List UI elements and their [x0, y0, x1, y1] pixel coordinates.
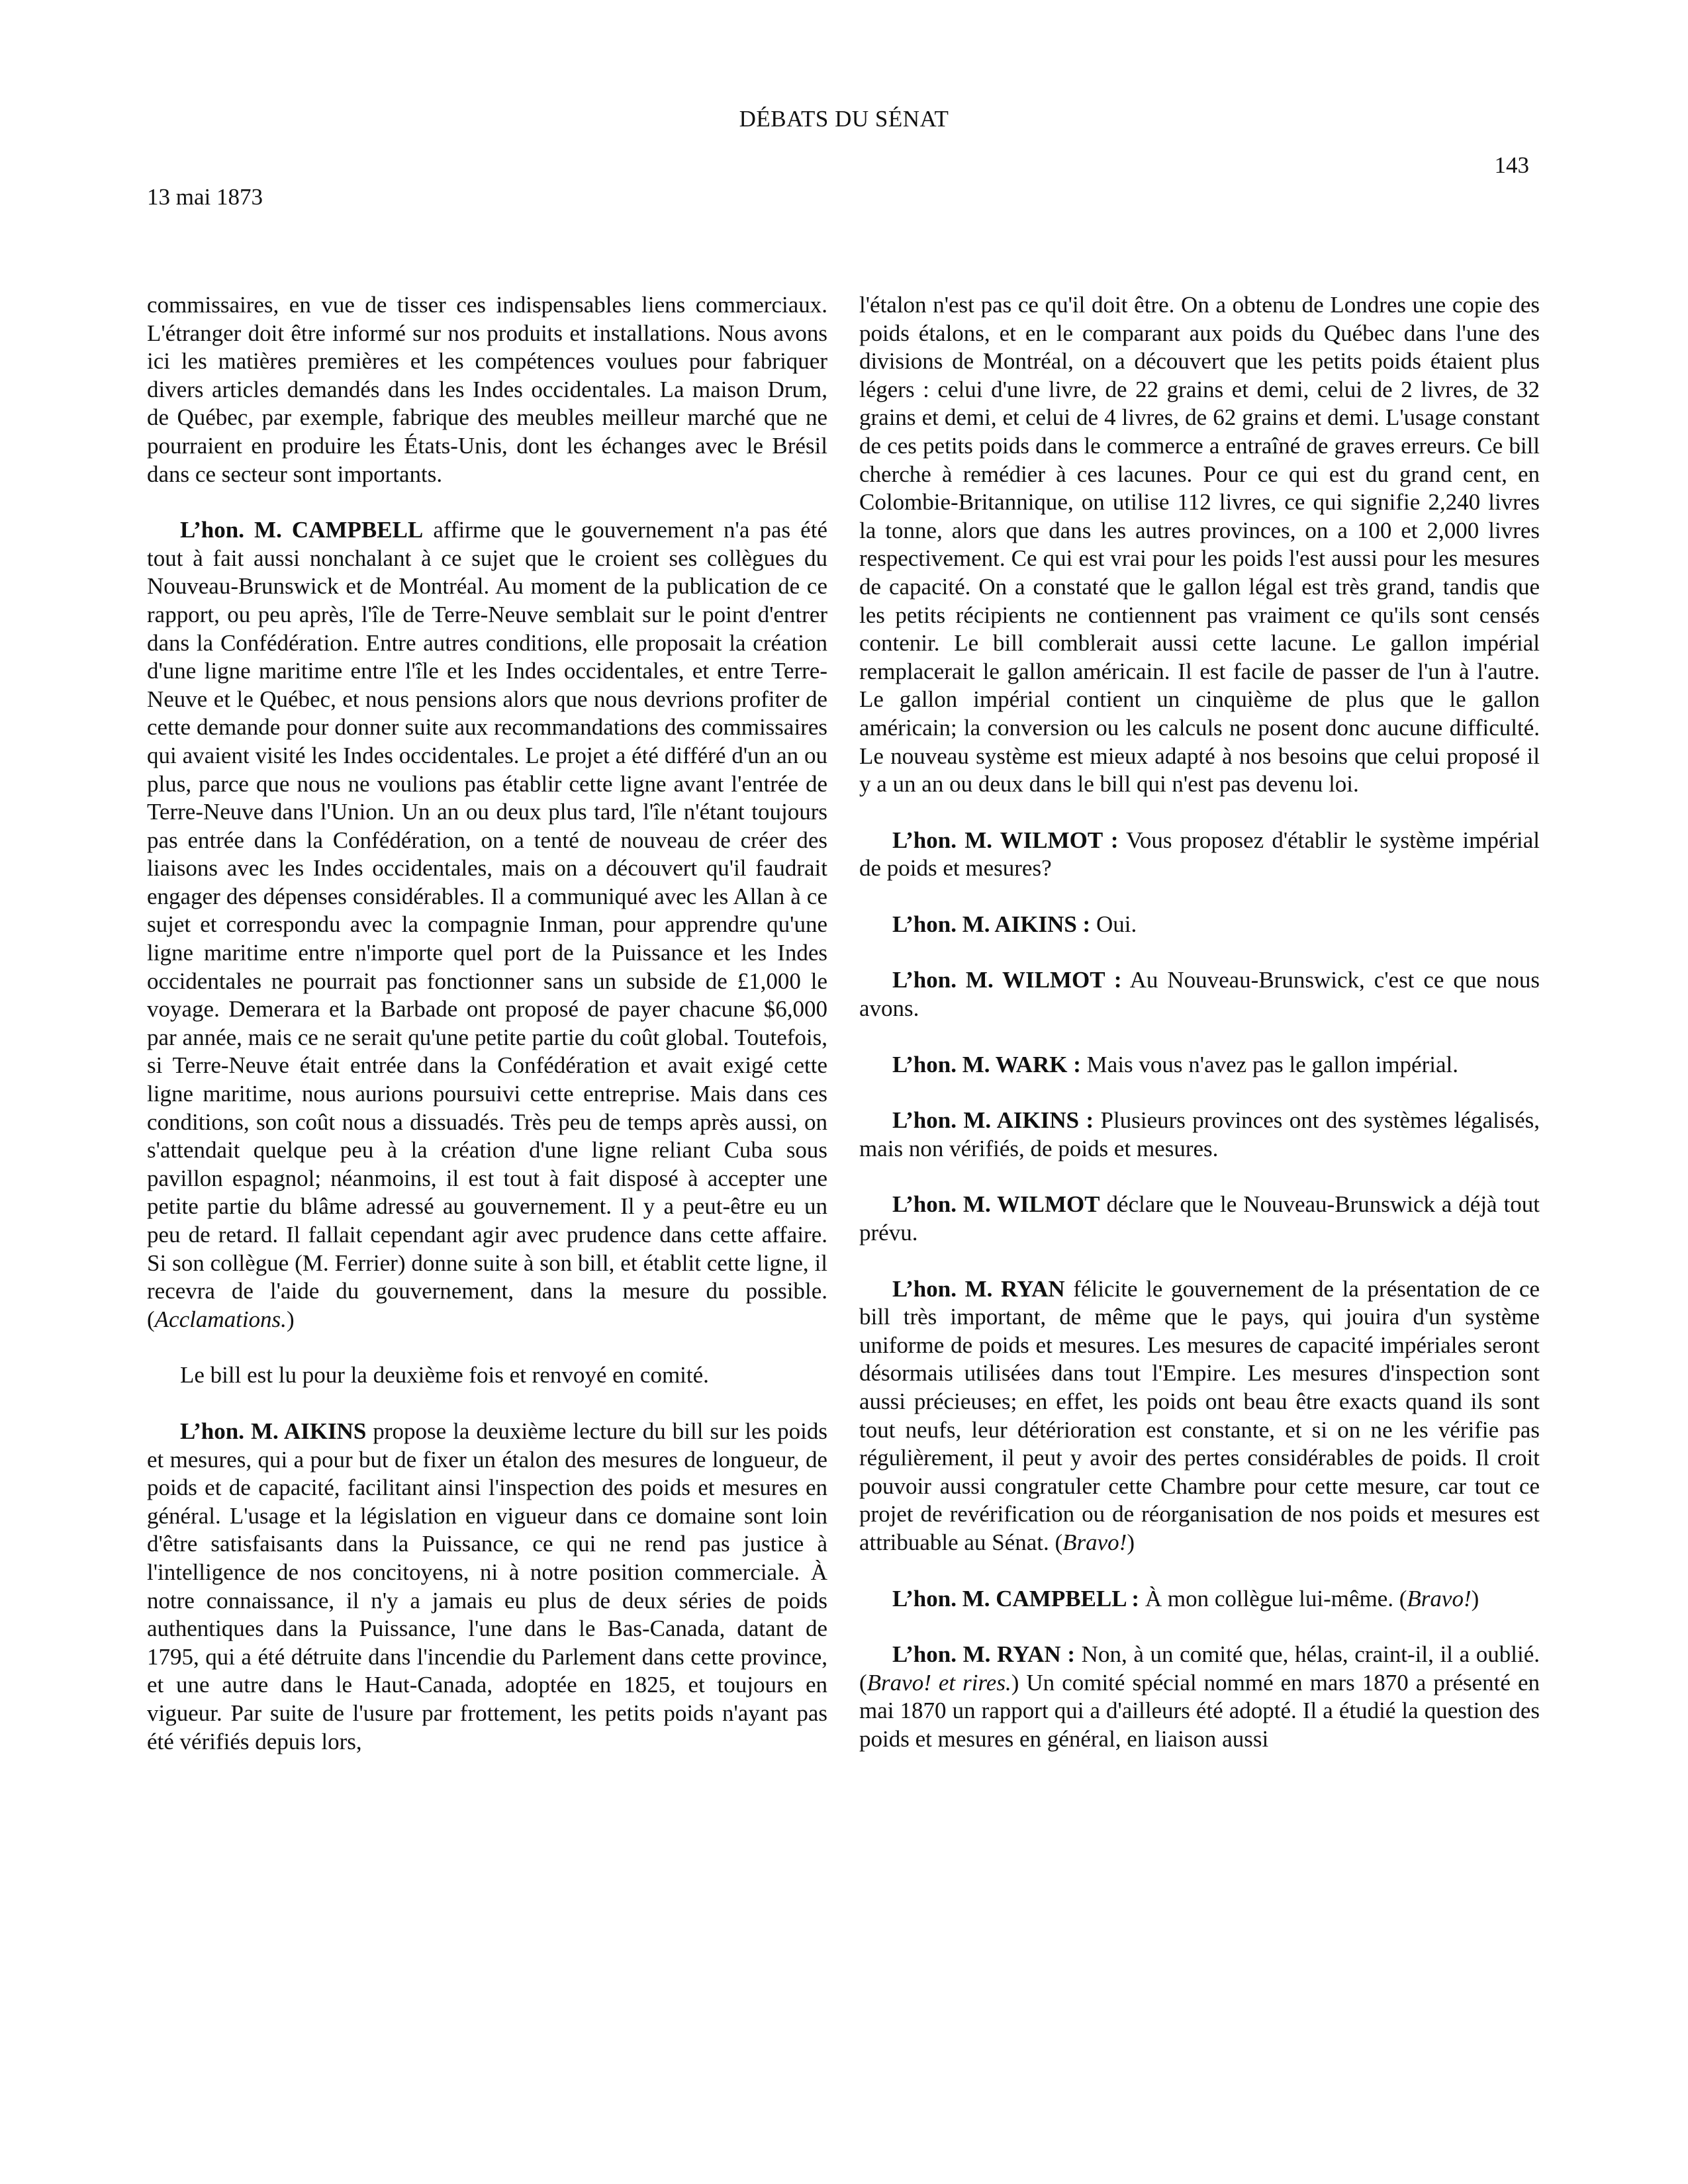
left-column: [147, 291, 827, 1756]
speech-text: affirme que le gouvernement n'a pas été tout à fait aussi nonchalant à ce sujet que le croient ses collègues du Nouveau-Brunswick et de Montréal. Au moment de la publication de ce rapport, ou peu après, l'île de Terre-Neuve semblait sur le point d'entrer dans la Confédération. Entre autres conditions, elle proposait la création d'une ligne maritime entre l'île et les Indes occidentales, et entre Terre-Neuve et le Québec, et nous pensions alors que nous devrions profiter de cette demande pour donner suite aux recommandations des commissaires qui avaient visité les Indes occidentales. Le projet a été différé d'un an ou plus, parce que nous ne voulions pas établir cette ligne avant l'entrée de Terre-Neuve dans l'Union. Un an ou deux plus tard, l'île n'étant toujours pas entrée dans la Confédération, on a tenté de nouveau de créer des liaisons avec les Indes occidentales, mais on a découvert qu'il faudrait engager des dépenses considérables. Il a communiqué avec les Allan à ce sujet et correspondu avec la compagnie Inman, pour apprendre qu'une ligne maritime entre n'importe quel port de la Puissance et les Indes occidentales ne pourrait pas fonctionner sans un subside de £1,000 le voyage. Demerara et la Barbade ont proposé de payer chacune $6,000 par année, mais ce ne serait qu'une petite partie du coût global. Toutefois, si Terre-Neuve était entrée dans la Confédération et avait exigé cette ligne maritime, nous aurions poursuivi cette entreprise. Mais dans ces conditions, son coût nous a dissuadés. Très peu de temps après aussi, on s'attendait quelque peu à la création d'une ligne reliant Cuba sous pavillon espagnol; néanmoins, il est tout à fait disposé à accepter une petite partie du blâme adressé au gouvernement. Il y a peut-être eu un peu de retard. Il fallait cependant agir avec prudence dans cette affaire. Si son collègue (M. Ferrier) donne suite à son bill, et établit cette ligne, il recevra de l'aide du gouvernement, dans la mesure du possible. (: [147, 517, 827, 1332]
speech-text: propose la deuxième lecture du bill sur les poids et mesures, qui a pour but de fixer un étalon des mesures de longueur, de poids et de capacité, facilitant ainsi l'inspection des poids et mesures en général. L'usage et la législation en vigueur dans ce domaine sont loin d'être satisfaisants dans la Puissance, ce qui ne rend pas justice à l'intelligence de nos concitoyens, ni à notre position commerciale. À notre connaissance, il n'y a jamais eu plus de deux séries de poids authentiques dans la Puissance, l'une dans le Bas-Canada, datant de 1795, qui a été détruite dans l'incendie du Parlement dans cette province, et une autre dans le Haut-Canada, adoptée en 1825, et toujours en vigueur. Par suite de l'usure par frottement, les petits poids n'ayant pas été vérifiés depuis lors,: [147, 1418, 827, 1754]
paragraph: [859, 966, 1540, 1023]
paragraph: [859, 1585, 1540, 1614]
speech-text: Non, à un comité que, hélas, craint-il, il a oublié. (: [859, 1641, 1540, 1696]
page-date: 13 mai 1873: [147, 184, 263, 210]
stage-direction: Bravo! et rires.: [867, 1669, 1011, 1696]
speaker-name: L’hon. M. AIKINS: [180, 1418, 367, 1444]
speaker-name: L’hon. M. WARK :: [892, 1051, 1081, 1077]
speech-text: Au Nouveau-Brunswick, c'est ce que nous avons.: [859, 967, 1540, 1022]
paragraph: [859, 1191, 1540, 1247]
stage-direction: Bravo!: [1407, 1585, 1472, 1612]
paragraph: [859, 1641, 1540, 1753]
speech-text: ): [1127, 1529, 1135, 1555]
speech-text: À mon collègue lui-même. (: [1139, 1585, 1407, 1612]
paragraph: Le bill est lu pour la deuxième fois et renvoyé en comité.: [180, 1362, 709, 1388]
speech-text: déclare que le Nouveau-Brunswick a déjà tout prévu.: [859, 1191, 1540, 1246]
speaker-name: L’hon. M. AIKINS :: [892, 1107, 1094, 1134]
paragraph: [859, 1051, 1540, 1079]
speech-text: Mais vous n'avez pas le gallon impérial.: [1080, 1051, 1458, 1077]
speaker-name: L’hon. M. RYAN :: [892, 1641, 1076, 1668]
stage-direction: Acclamations.: [154, 1306, 287, 1332]
speaker-name: L’hon. M. RYAN: [892, 1275, 1065, 1302]
speaker-name: L’hon. M. AIKINS :: [892, 911, 1091, 937]
running-head: DÉBATS DU SÉNAT: [739, 106, 949, 132]
paragraph: commissaires, en vue de tisser ces indispensables liens commerciaux. L'étranger doit être informé sur nos produits et installations. Nous avons ici les matières premières et les compétences voulues pour fabriquer divers articles demandés dans les Indes occidentales. La maison Drum, de Québec, par exemple, fabrique des meubles meilleur marché que ne pourraient en produire les États-Unis, dont les échanges avec le Brésil dans ce secteur sont importants.: [147, 292, 827, 487]
speech-text: Oui.: [1090, 911, 1137, 937]
speech-text: Vous proposez d'établir le système impérial de poids et mesures?: [859, 827, 1540, 882]
speech-text: ): [1471, 1585, 1479, 1612]
paragraph: [147, 516, 827, 1334]
speaker-name: L’hon. M. WILMOT :: [892, 827, 1119, 853]
speech-text: félicite le gouvernement de la présentation de ce bill très important, de même que le pays, qui jouira d'un système uniforme de poids et mesures. Les mesures de capacité impériales seront désormais utilisées dans tout l'Empire. Les mesures d'inspection sont aussi précieuses; en effet, les poids ont beau être exacts quand ils sont tout neufs, leur détérioration est constante, et si on ne les vérifie pas régulièrement, il peut y avoir des pertes considérables de poids. Il croit pouvoir aussi congratuler cette Chambre pour cette mesure, car tout ce projet de revérification ou de réorganisation de nos poids et mesures est attribuable au Sénat. (: [859, 1275, 1540, 1555]
speech-text: ): [286, 1306, 295, 1332]
speech-text: ) Un comité spécial nommé en mars 1870 a présenté en mai 1870 un rapport qui a d'ailleurs été adopté. Il a étudié la question des poids et mesures en général, en liaison aussi: [859, 1669, 1540, 1752]
paragraph: l'étalon n'est pas ce qu'il doit être. On a obtenu de Londres une copie des poids étalons, et en le comparant aux poids du Québec dans l'une des divisions de Montréal, on a découvert que les petits poids étaient plus légers : celui d'une livre, de 22 grains et demi, celui de 2 livres, de 32 grains et demi, et celui de 4 livres, de 62 grains et demi. L'usage constant de ces petits poids dans le commerce a entraîné de graves erreurs. Ce bill cherche à remédier à ces lacunes. Pour ce qui est du grand cent, en Colombie-Britannique, on utilise 112 livres, ce qui signifie 2,240 livres la tonne, alors que dans les autres provinces, on a 100 et 2,000 livres respectivement. Ce qui est vrai pour les poids l'est aussi pour les mesures de capacité. On a constaté que le gallon légal est très grand, tandis que les petits récipients ne contiennent pas vraiment ce qu'ils sont censés contenir. Le bill comblerait aussi cette lacune. Le gallon impérial remplacerait le gallon américain. Il est facile de passer de l'un à l'autre. Le gallon impérial contient un cinquième de plus que le gallon américain; la conversion ou les calculs ne posent donc aucune difficulté. Le nouveau système est mieux adapté à nos besoins que celui proposé il y a un an ou deux dans le bill qui n'est pas devenu loi.: [859, 292, 1540, 797]
paragraph: [859, 1107, 1540, 1163]
paragraph: [147, 1418, 827, 1756]
speaker-name: L’hon. M. CAMPBELL :: [892, 1585, 1140, 1612]
speaker-name: L’hon. M. WILMOT :: [892, 967, 1122, 993]
speech-text: Plusieurs provinces ont des systèmes légalisés, mais non vérifiés, de poids et mesures.: [859, 1107, 1540, 1161]
page-number: 143: [1494, 152, 1529, 178]
speaker-name: L’hon. M. WILMOT: [892, 1191, 1100, 1218]
paragraph: [859, 1275, 1540, 1557]
paragraph: [859, 911, 1540, 939]
speaker-name: L’hon. M. CAMPBELL: [180, 517, 424, 543]
paragraph: [859, 827, 1540, 883]
right-column: [859, 291, 1540, 1754]
stage-direction: Bravo!: [1062, 1529, 1127, 1555]
